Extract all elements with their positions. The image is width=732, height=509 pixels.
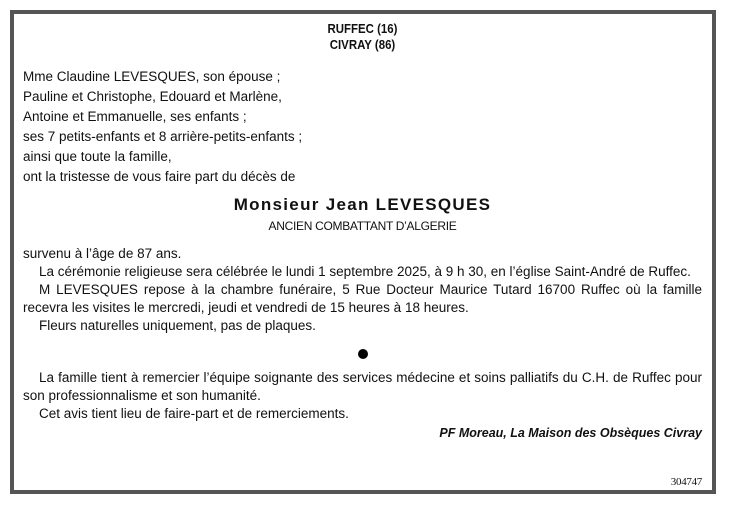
reference-number: 304747 [670, 476, 702, 488]
deceased-name: Monsieur Jean LEVESQUES [233, 195, 492, 214]
obituary-notice-frame [10, 10, 716, 494]
family-line: Antoine et Emmanuelle, ses enfants ; [23, 109, 247, 124]
obituary-notice-content [23, 14, 702, 490]
notice-body [23, 245, 702, 423]
location-heading-civray: CIVRAY (86) [329, 37, 396, 52]
bullet-dot-icon [358, 349, 368, 359]
ceremony-paragraph: La cérémonie religieuse sera célébrée le lundi 1 septembre 2025, à 9 h 30, en l’église Saint-André de Ruffec. [39, 264, 691, 279]
family-line: ses 7 petits-enfants et 8 arrière-petits-enfants ; [23, 129, 303, 144]
family-line: Mme Claudine LEVESQUES, son épouse ; [23, 69, 281, 84]
family-announcement [23, 67, 702, 187]
age-paragraph: survenu à l’âge de 87 ans. [23, 246, 182, 261]
thanks-paragraph: La famille tient à remercier l’équipe soignante des services médecine et soins palliatifs du C.H. de Ruffec pour son professionnalisme et son humanité. [23, 370, 702, 403]
notice-paragraph: Cet avis tient lieu de faire-part et de remerciements. [39, 406, 349, 421]
family-line: ainsi que toute la famille, [23, 149, 172, 164]
family-line: ont la tristesse de vous faire part du décès de [23, 169, 296, 184]
separator [23, 340, 702, 366]
visits-paragraph: M LEVESQUES repose à la chambre funéraire, 5 Rue Docteur Maurice Tutard 16700 Ruffec où la famille recevra les visites le mercredi, jeudi et vendredi de 15 heures à 18 heures. [23, 282, 702, 315]
location-heading-ruffec: RUFFEC (16) [327, 21, 398, 36]
funeral-home-signature: PF Moreau, La Maison des Obsèques Civray [439, 426, 702, 440]
deceased-title: ANCIEN COMBATTANT D’ALGERIE [268, 219, 457, 233]
family-line: Pauline et Christophe, Edouard et Marlène, [23, 89, 282, 104]
flowers-paragraph: Fleurs naturelles uniquement, pas de plaques. [39, 318, 316, 333]
